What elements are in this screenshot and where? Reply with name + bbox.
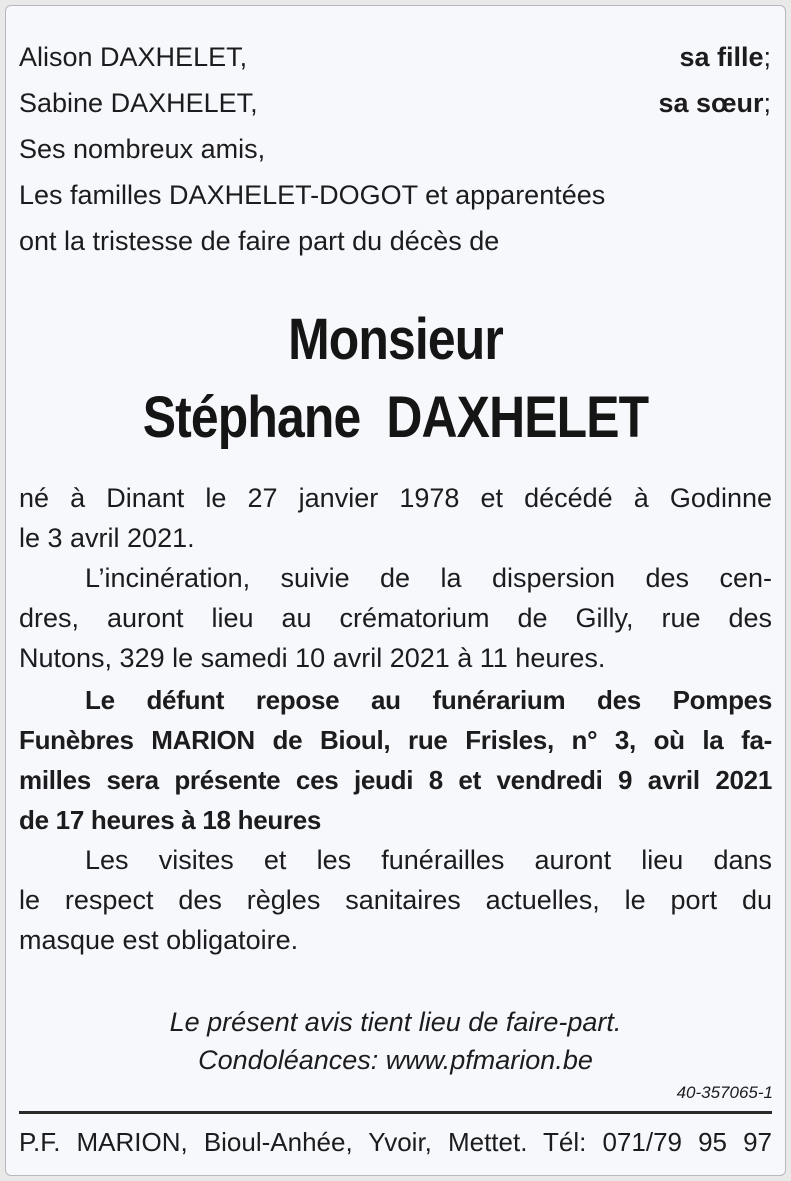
notice-line: Le présent avis tient lieu de faire-part. xyxy=(169,1007,622,1037)
text-line: né à Dinant le 27 janvier 1978 et décédé à Godinne xyxy=(19,483,772,513)
birth-death-paragraph xyxy=(19,478,772,558)
text-line: L’incinération, suivie de la dispersion des cen- xyxy=(85,563,772,593)
deceased-title: Monsieur xyxy=(288,307,503,372)
cremation-paragraph xyxy=(19,558,772,678)
text-line: milles sera présente ces jeudi 8 et vendredi 9 avril 2021 xyxy=(19,765,772,795)
family-relation: sa sœur; xyxy=(658,88,771,118)
text-line: le 3 avril 2021. xyxy=(19,523,195,553)
text-line: Funèbres MARION de Bioul, rue Frisles, n° 3, où la fa- xyxy=(19,725,772,755)
text-line: Le défunt repose au funérarium des Pompes xyxy=(85,685,772,715)
family-member-name: Alison DAXHELET, xyxy=(19,42,248,72)
text-line: masque est obligatoire. xyxy=(19,925,299,955)
reference-number: 40-357065-1 xyxy=(676,1083,773,1102)
text-line: de 17 heures à 18 heures xyxy=(19,805,322,835)
text-line: le respect des règles sanitaires actuelles, le port du xyxy=(19,885,772,915)
family-row-daughter xyxy=(19,34,771,80)
family-row-sister xyxy=(19,80,771,126)
text-line: Nutons, 329 le samedi 10 avril 2021 à 11 heures. xyxy=(19,643,606,673)
condolences-line: Condoléances: www.pfmarion.be xyxy=(198,1045,593,1075)
family-member-name: Sabine DAXHELET, xyxy=(19,88,258,118)
visits-paragraph xyxy=(19,840,772,960)
text-line: Les visites et les funérailles auront lieu dans xyxy=(85,845,772,875)
intro-line: ont la tristesse de faire part du décès de xyxy=(19,226,500,256)
family-relation: sa fille; xyxy=(679,42,771,72)
divider xyxy=(19,1111,772,1114)
deceased-name: Stéphane DAXHELET xyxy=(142,385,649,450)
text-line: dres, auront lieu au crématorium de Gilly, rue des xyxy=(19,603,772,633)
intro-line: Les familles DAXHELET-DOGOT et apparentées xyxy=(19,180,606,210)
funeral-home-footer: P.F. MARION, Bioul-Anhée, Yvoir, Mettet. Tél: 071/79 95 97 xyxy=(19,1127,772,1157)
rest-paragraph xyxy=(19,680,772,840)
intro-line: Ses nombreux amis, xyxy=(19,134,266,164)
